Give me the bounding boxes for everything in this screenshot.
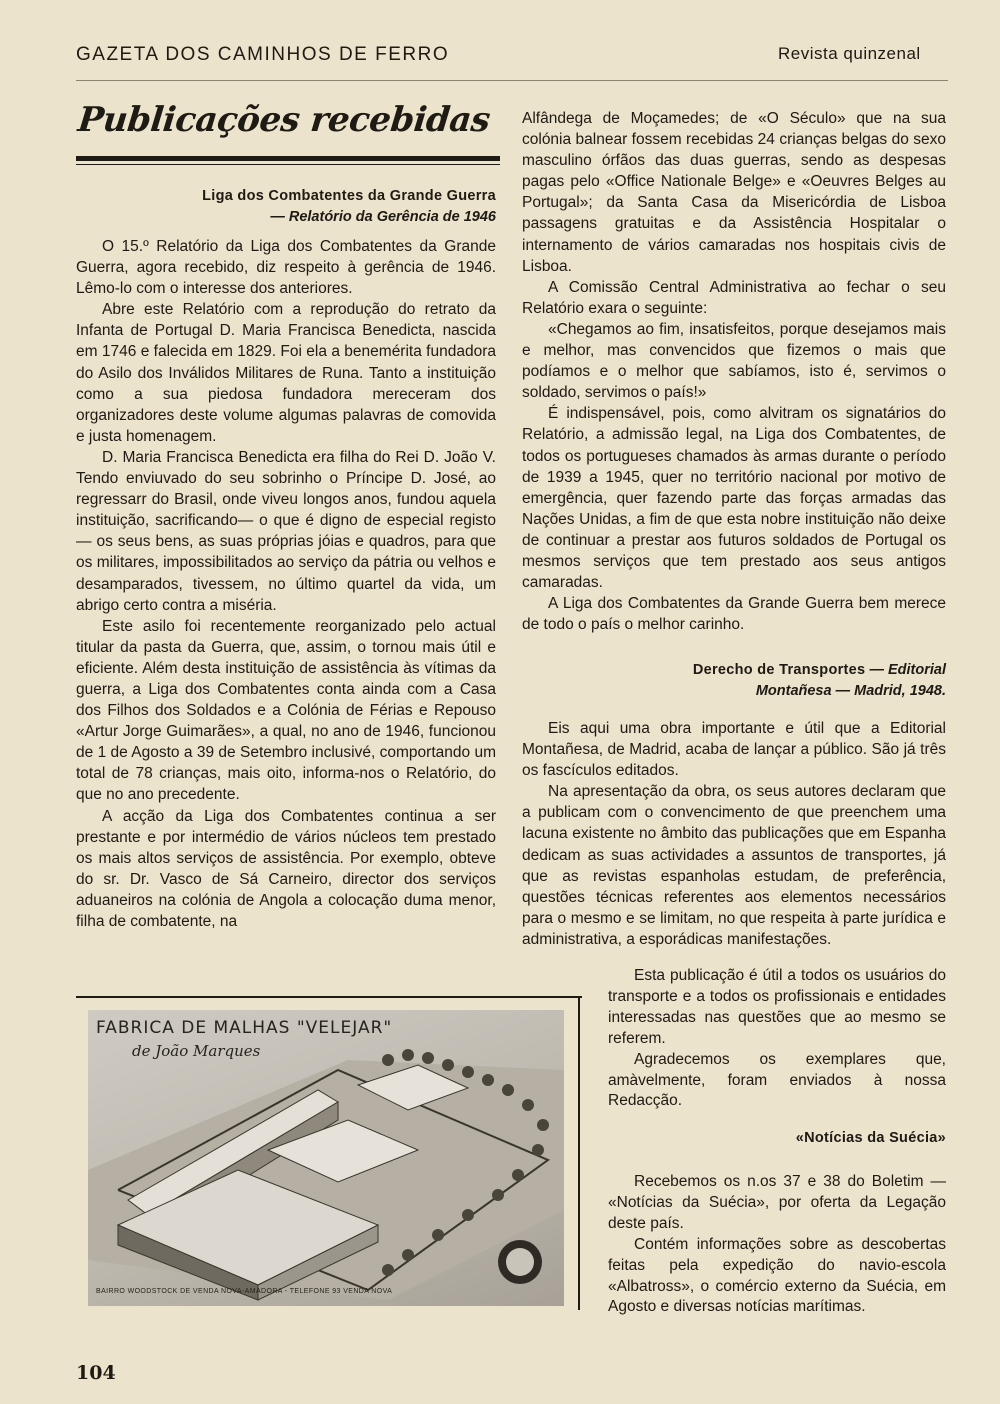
article-heading [522,660,946,702]
title-underline-thick [76,156,500,161]
title-underline-thin [76,164,500,165]
paragraph: A acção da Liga dos Combatentes continua a ser prestante e por intermédio de vários núcleos tem prestado os mais altos serviços de assistência. Por exemplo, obteve do sr. Dr. Vasco de Sá Carneiro, director dos serviços aduaneiros na colónia de Angola a colocação duma menor, filha de combatente, na [76,807,496,930]
article-subtitle: — Relatório da Gerência de 1946 [270,209,496,225]
paragraph: Abre este Relatório com a reprodução do retrato da Infanta de Portugal D. Maria Francisca Benedicta, nascida em 1746 e falecida em 1829. Foi ela a benemérita fundadora do Asilo dos Inválidos Militares de Runa. Tanto a instituição como a sua piedosa fundadora mereceram dos organizadores deste volume algumas palavras de comovida e justa homenagem. [76,301,496,445]
article-body-right [522,108,946,635]
header-divider [76,80,948,81]
article-body-left [76,236,496,932]
paragraph: O 15.º Relatório da Liga dos Combatentes da Grande Guerra, agora recebido, diz respeito à gerência de 1946. Lêmo-lo com o interesse dos anteriores. [76,238,496,298]
paragraph: Contém informações sobre as descobertas feitas pela expedição do navio-escola «Albatross», o comércio externo da Suécia, em Agosto e diversas notícias marítimas. [608,1235,946,1316]
advert-caption: BAIRRO WOODSTOCK DE VENDA NOVA-AMADORA - TELEFONE 93 VENDA NOVA [96,1288,393,1295]
paragraph: D. Maria Francisca Benedicta era filha do Rei D. João V. Tendo enviuvado do seu sobrinho o Príncipe D. José, ao regressarr do Brasil, onde viveu longos anos, fundou aquela instituição, sacrificando— o que é digno de especial registo — os seus bens, as suas próprias jóias e quadros, para que os militares, impossibilitados ao serviço da pátria ou velhos e desamparados, tivessem, no último quartel da vida, um abrigo certo contra a miséria. [76,448,496,614]
article-body [522,718,946,950]
paragraph: Este asilo foi recentemente reorganizado pelo actual titular da pasta da Guerra, que, assim, o tornou mais útil e eficiente. Além desta instituição de assistência às vítimas da guerra, a Liga dos Combatentes conta ainda com a Casa dos Filhos dos Soldados e a Colónia de Férias e Repouso «Artur Jorge Guimarães», a qual, no ano de 1946, funcionou de 1 de Agosto a 39 de Setembro inclusivé, comportando um total de 78 crianças, mais oito, informa-nos o Relatório, do que no ano precedente. [76,617,496,804]
advert-title: FABRICA DE MALHAS "VELEJAR" [96,1018,393,1038]
article-heading [76,186,496,228]
paragraph: A Comissão Central Administrativa ao fechar o seu Relatório exara o seguinte: [522,278,946,317]
paragraph: Agradecemos os exemplares que, amàvelmente, foram enviados à nossa Redacção. [608,1050,946,1110]
quote-paragraph: «Chegamos ao fim, insatisfeitos, porque desejamos mais e melhor, mas convencidos que fizemos o mais que podíamos e o melhor que sabíamos, isto é, servimos o soldado, servimos o país!» [522,320,946,402]
section-title: Publicações recebidas [76,100,492,140]
paragraph: Eis aqui uma obra importante e útil que a Editorial Montañesa, de Madrid, acaba de lançar a público. São já três os fascículos editados. [522,720,946,780]
journal-subtitle: Revista quinzenal [778,44,921,63]
journal-title: GAZETA DOS CAMINHOS DE FERRO [76,44,450,65]
factory-advert-image [88,1010,564,1306]
article-publisher: — Editorial [865,662,946,678]
article-subtitle: Montañesa — Madrid, 1948. [755,683,946,699]
paragraph: Recebemos os n.os 37 e 38 do Boletim — «Notícias da Suécia», por oferta da Legação deste país. [608,1173,946,1232]
paragraph: A Liga dos Combatentes da Grande Guerra bem merece de todo o país o melhor carinho. [522,595,946,634]
paragraph: É indispensável, pois, como alvitram os signatários do Relatório, a admissão legal, na Liga dos Combatentes, de todos os portugueses chamados às armas durante o período de 1939 a 1945, quer no território nacional por motivo de emergência, quer fazendo parte das forças armadas das Nações Unidas, a fim de que esta nobre instituição não deixe de continuar a prestar aos futuros soldados de Portugal os mesmos serviços que tem prestado aos seus antigos camaradas. [522,405,946,592]
article-heading [608,1128,946,1149]
advert-frame-side [578,996,580,1310]
article-title: Derecho de Transportes [692,662,866,678]
advert-frame-top [76,996,582,998]
page-number: 104 [76,1362,116,1384]
article-body-narrow [608,966,946,1112]
paragraph: Alfândega de Moçamedes; de «O Século» que na sua colónia balnear fossem recebidas 24 crianças belgas do sexo masculino órfãos das duas guerras, sendo as despesas pagas pelo «Office Nationale Belge» e «Oeuvres Belges au Portugal»; da Santa Casa da Misericórdia de Lisboa passagens gratuitas e da Assistência Hospitalar o internamento de vários camaradas nos hospitais civis de Lisboa. [522,110,946,275]
article-body-narrow [608,1172,946,1318]
advert-subtitle: de João Marques [132,1042,261,1060]
article-title: Liga dos Combatentes da Grande Guerra [202,188,496,204]
paragraph: Na apresentação da obra, os seus autores declaram que a publicam com o convencimento de que preenchem uma lacuna existente no âmbito das publicações que em Espanha dedicam as suas actividades a assuntos de transportes, já que as revistas espanholas estudam, de preferência, questões técnicas referentes aos elementos necessários para o mesmo e se limitam, no que respeita à parte jurídica e administrativa, a esporádicas manifestações. [522,783,946,948]
article-title: «Notícias da Suécia» [795,1130,946,1146]
paragraph: Esta publicação é útil a todos os usuários do transporte e a todos os profissionais e entidades interessadas nas questões que ao mesmo se referem. [608,967,946,1047]
